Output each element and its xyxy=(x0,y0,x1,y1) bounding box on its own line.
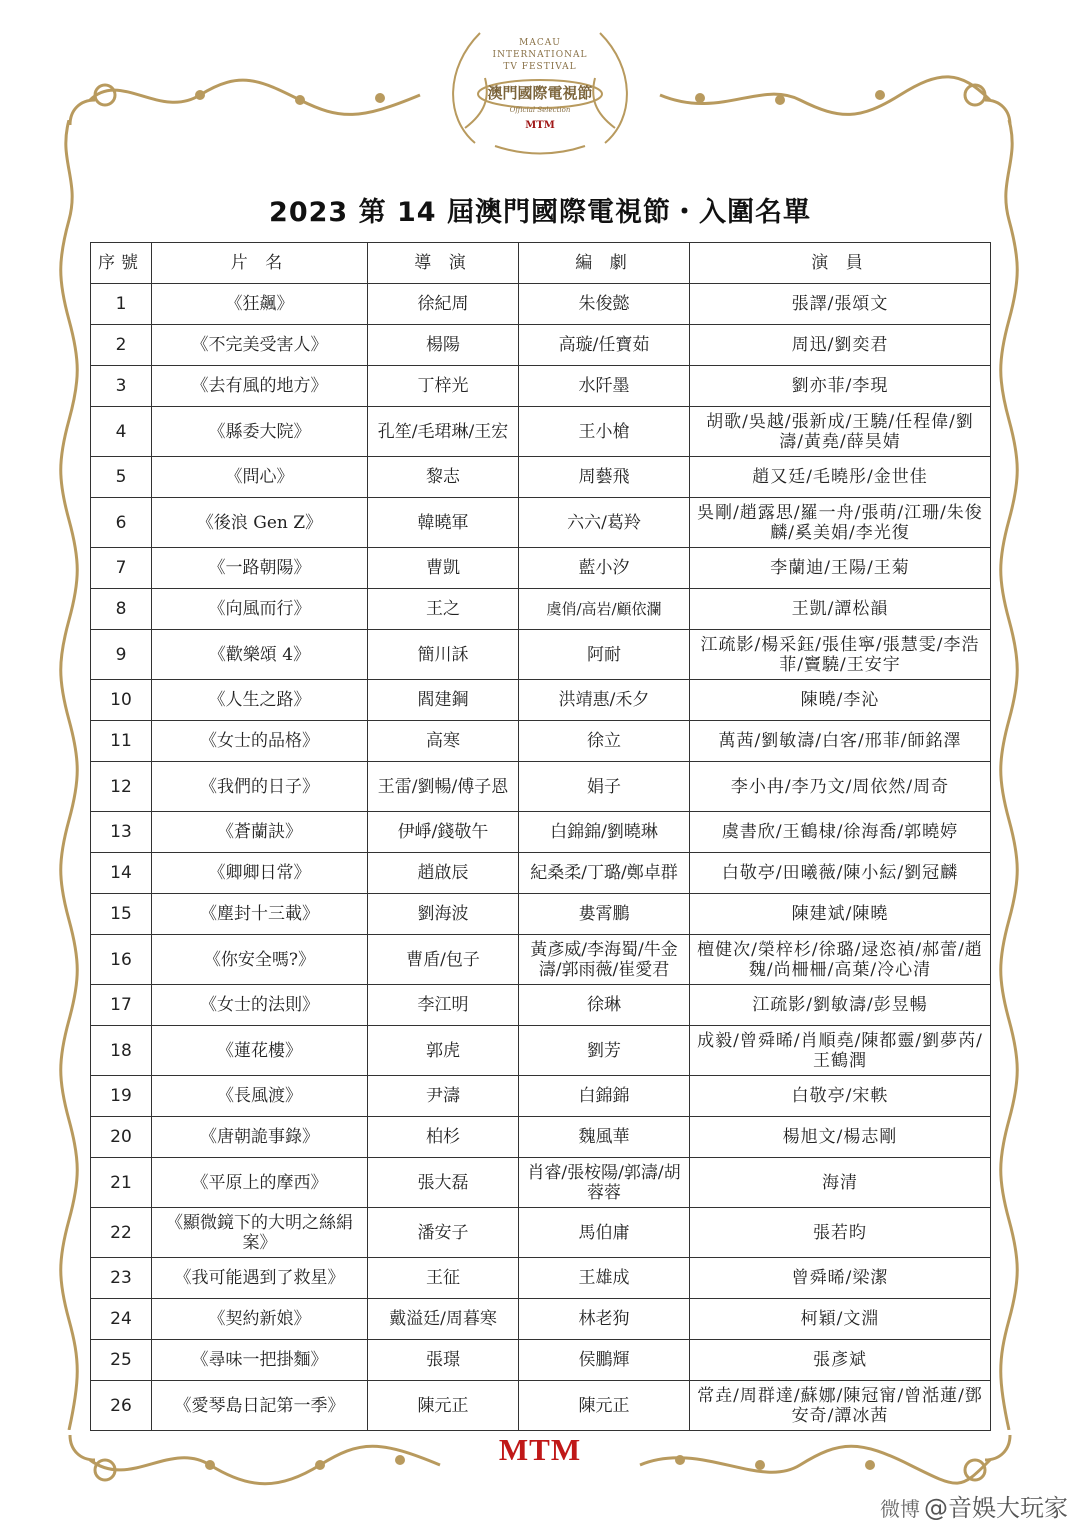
cell-title: 《女士的法則》 xyxy=(152,985,368,1026)
cell-director: 戴溢廷/周暮寒 xyxy=(368,1299,519,1340)
cell-title: 《人生之路》 xyxy=(152,680,368,721)
cell-writer: 朱俊懿 xyxy=(519,284,690,325)
table-row xyxy=(91,1026,991,1076)
cell-director: 徐紀周 xyxy=(368,284,519,325)
cell-no: 19 xyxy=(91,1076,152,1117)
cell-no: 13 xyxy=(91,812,152,853)
cell-cast: 常垚/周群達/蘇娜/陳冠甯/曾湉蓮/鄧安奇/譚冰茜 xyxy=(690,1381,991,1431)
table-row xyxy=(91,1299,991,1340)
cell-title: 《愛琴島日記第一季》 xyxy=(152,1381,368,1431)
cell-director: 劉海波 xyxy=(368,894,519,935)
header-writer: 編 劇 xyxy=(519,243,690,284)
cell-no: 23 xyxy=(91,1258,152,1299)
cell-writer: 林老狗 xyxy=(519,1299,690,1340)
cell-no: 18 xyxy=(91,1026,152,1076)
cell-writer: 洪靖惠/禾夕 xyxy=(519,680,690,721)
cell-title: 《狂飆》 xyxy=(152,284,368,325)
cell-cast: 陳曉/李沁 xyxy=(690,680,991,721)
cell-cast: 曾舜晞/梁潔 xyxy=(690,1258,991,1299)
cell-no: 25 xyxy=(91,1340,152,1381)
cell-no: 14 xyxy=(91,853,152,894)
table-row xyxy=(91,1340,991,1381)
cell-director: 閻建鋼 xyxy=(368,680,519,721)
logo-line-2: INTERNATIONAL xyxy=(492,50,588,60)
cell-no: 6 xyxy=(91,498,152,548)
cell-director: 曹凱 xyxy=(368,548,519,589)
cell-cast: 江疏影/劉敏濤/彭昱暢 xyxy=(690,985,991,1026)
weibo-watermark xyxy=(880,1488,1068,1523)
cell-writer: 徐立 xyxy=(519,721,690,762)
cell-cast: 柯穎/文淵 xyxy=(690,1299,991,1340)
cell-title: 《不完美受害人》 xyxy=(152,325,368,366)
cell-title: 《蒼蘭訣》 xyxy=(152,812,368,853)
cell-cast: 趙又廷/毛曉彤/金世佳 xyxy=(690,457,991,498)
cell-title: 《我們的日子》 xyxy=(152,762,368,812)
cell-title: 《顯微鏡下的大明之絲絹案》 xyxy=(152,1208,368,1258)
cell-writer: 黃彥威/李海蜀/牛金濤/郭雨薇/崔愛君 xyxy=(519,935,690,985)
table-row xyxy=(91,1117,991,1158)
cell-writer: 娟子 xyxy=(519,762,690,812)
cell-cast: 周迅/劉奕君 xyxy=(690,325,991,366)
cell-title: 《平原上的摩西》 xyxy=(152,1158,368,1208)
header-director: 導 演 xyxy=(368,243,519,284)
cell-no: 12 xyxy=(91,762,152,812)
cell-director: 韓曉軍 xyxy=(368,498,519,548)
cell-no: 3 xyxy=(91,366,152,407)
cell-no: 4 xyxy=(91,407,152,457)
cell-writer: 馬伯庸 xyxy=(519,1208,690,1258)
left-ornament-border xyxy=(58,120,80,1430)
cell-director: 趙啟辰 xyxy=(368,853,519,894)
cell-director: 陳元正 xyxy=(368,1381,519,1431)
nominee-table xyxy=(90,242,991,1431)
cell-title: 《問心》 xyxy=(152,457,368,498)
cell-writer: 白錦錦/劉曉琳 xyxy=(519,812,690,853)
watermark-text: @音娛大玩家 xyxy=(924,1494,1068,1522)
cell-no: 5 xyxy=(91,457,152,498)
cell-writer: 阿耐 xyxy=(519,630,690,680)
cell-cast: 陳建斌/陳曉 xyxy=(690,894,991,935)
cell-no: 11 xyxy=(91,721,152,762)
cell-director: 伊崢/錢敬午 xyxy=(368,812,519,853)
cell-no: 17 xyxy=(91,985,152,1026)
cell-title: 《塵封十三載》 xyxy=(152,894,368,935)
footer-brand: MTM xyxy=(498,1432,582,1467)
cell-writer: 高璇/任寶茹 xyxy=(519,325,690,366)
table-row xyxy=(91,721,991,762)
cell-title: 《一路朝陽》 xyxy=(152,548,368,589)
page-title: 2023 第 14 屆澳門國際電視節・入圍名單 xyxy=(269,197,811,228)
table-row xyxy=(91,1158,991,1208)
cell-no: 9 xyxy=(91,630,152,680)
cell-writer: 徐琳 xyxy=(519,985,690,1026)
cell-writer: 六六/葛羚 xyxy=(519,498,690,548)
cell-cast: 虞書欣/王鶴棣/徐海喬/郭曉婷 xyxy=(690,812,991,853)
table-row xyxy=(91,325,991,366)
cell-title: 《你安全嗎?》 xyxy=(152,935,368,985)
table-row xyxy=(91,985,991,1026)
cell-director: 王之 xyxy=(368,589,519,630)
cell-cast: 李蘭迪/王陽/王菊 xyxy=(690,548,991,589)
table-row xyxy=(91,407,991,457)
table-row xyxy=(91,457,991,498)
cell-no: 8 xyxy=(91,589,152,630)
cell-no: 20 xyxy=(91,1117,152,1158)
cell-cast: 劉亦菲/李現 xyxy=(690,366,991,407)
cell-title: 《唐朝詭事錄》 xyxy=(152,1117,368,1158)
logo-official-selection: Official Selection xyxy=(509,106,571,114)
cell-writer: 侯鵬輝 xyxy=(519,1340,690,1381)
logo-line-1: MACAU xyxy=(519,38,561,48)
table-row xyxy=(91,1258,991,1299)
cell-no: 24 xyxy=(91,1299,152,1340)
cell-no: 26 xyxy=(91,1381,152,1431)
cell-writer: 白錦錦 xyxy=(519,1076,690,1117)
cell-writer: 王小槍 xyxy=(519,407,690,457)
cell-writer: 藍小汐 xyxy=(519,548,690,589)
cell-no: 7 xyxy=(91,548,152,589)
logo-line-3: TV FESTIVAL xyxy=(503,62,577,72)
cell-title: 《去有風的地方》 xyxy=(152,366,368,407)
cell-cast: 白敬亭/田曦薇/陳小紜/劉冠麟 xyxy=(690,853,991,894)
cell-cast: 張彥斌 xyxy=(690,1340,991,1381)
cell-writer: 婁霄鵬 xyxy=(519,894,690,935)
cell-no: 2 xyxy=(91,325,152,366)
cell-director: 孔笙/毛珺琳/王宏 xyxy=(368,407,519,457)
cell-cast: 張若昀 xyxy=(690,1208,991,1258)
cell-writer: 王雄成 xyxy=(519,1258,690,1299)
table-row xyxy=(91,630,991,680)
cell-no: 10 xyxy=(91,680,152,721)
table-row xyxy=(91,498,991,548)
cell-cast: 胡歌/吳越/張新成/王驍/任程偉/劉濤/黃堯/薛昊婧 xyxy=(690,407,991,457)
cell-no: 22 xyxy=(91,1208,152,1258)
cell-director: 張大磊 xyxy=(368,1158,519,1208)
logo-chinese-name: 澳門國際電視節 xyxy=(487,84,593,102)
header-cast: 演 員 xyxy=(690,243,991,284)
cell-title: 《後浪 Gen Z》 xyxy=(152,498,368,548)
cell-writer: 虞俏/高岩/顧依瀾 xyxy=(519,589,690,630)
cell-cast: 海清 xyxy=(690,1158,991,1208)
table-row xyxy=(91,366,991,407)
cell-director: 簡川訸 xyxy=(368,630,519,680)
cell-director: 尹濤 xyxy=(368,1076,519,1117)
cell-cast: 萬茜/劉敏濤/白客/邢菲/師銘澤 xyxy=(690,721,991,762)
cell-writer: 肖睿/張桉陽/郭濤/胡蓉蓉 xyxy=(519,1158,690,1208)
cell-title: 《縣委大院》 xyxy=(152,407,368,457)
cell-director: 高寒 xyxy=(368,721,519,762)
table-row xyxy=(91,812,991,853)
cell-director: 郭虎 xyxy=(368,1026,519,1076)
table-row xyxy=(91,762,991,812)
table-row xyxy=(91,548,991,589)
weibo-icon: 微博 xyxy=(880,1497,920,1521)
cell-writer: 紀桑柔/丁璐/鄭卓群 xyxy=(519,853,690,894)
logo-brand: MTM xyxy=(525,120,555,131)
cell-director: 柏杉 xyxy=(368,1117,519,1158)
cell-cast: 檀健次/榮梓杉/徐璐/逯恣禎/郝蕾/趙魏/尚柵柵/高葉/冷心清 xyxy=(690,935,991,985)
table-row xyxy=(91,1076,991,1117)
table-row xyxy=(91,853,991,894)
cell-cast: 楊旭文/楊志剛 xyxy=(690,1117,991,1158)
table-body xyxy=(91,284,991,1431)
header-name: 片 名 xyxy=(152,243,368,284)
cell-no: 15 xyxy=(91,894,152,935)
table-row xyxy=(91,1381,991,1431)
cell-cast: 白敬亭/宋軼 xyxy=(690,1076,991,1117)
cell-director: 曹盾/包子 xyxy=(368,935,519,985)
cell-title: 《歡樂頌 4》 xyxy=(152,630,368,680)
cell-cast: 李小冉/李乃文/周依然/周奇 xyxy=(690,762,991,812)
cell-director: 李江明 xyxy=(368,985,519,1026)
table-row xyxy=(91,284,991,325)
cell-no: 16 xyxy=(91,935,152,985)
cell-director: 王雷/劉暢/傅子恩 xyxy=(368,762,519,812)
cell-writer: 陳元正 xyxy=(519,1381,690,1431)
cell-cast: 張譯/張頌文 xyxy=(690,284,991,325)
cell-title: 《長風渡》 xyxy=(152,1076,368,1117)
table-row xyxy=(91,680,991,721)
cell-director: 楊陽 xyxy=(368,325,519,366)
table-row xyxy=(91,589,991,630)
table-row xyxy=(91,1208,991,1258)
cell-director: 王征 xyxy=(368,1258,519,1299)
cell-cast: 江疏影/楊采鈺/張佳寧/張慧雯/李浩菲/竇驍/王安宇 xyxy=(690,630,991,680)
cell-director: 黎志 xyxy=(368,457,519,498)
cell-title: 《契約新娘》 xyxy=(152,1299,368,1340)
cell-title: 《我可能遇到了救星》 xyxy=(152,1258,368,1299)
header-no: 序號 xyxy=(91,243,152,284)
cell-title: 《女士的品格》 xyxy=(152,721,368,762)
cell-cast: 吳剛/趙露思/羅一舟/張萌/江珊/朱俊麟/奚美娟/李光復 xyxy=(690,498,991,548)
cell-director: 丁梓光 xyxy=(368,366,519,407)
table-header-row xyxy=(91,243,991,284)
cell-writer: 水阡墨 xyxy=(519,366,690,407)
cell-title: 《尋味一把掛麵》 xyxy=(152,1340,368,1381)
cell-title: 《蓮花樓》 xyxy=(152,1026,368,1076)
right-ornament-border xyxy=(998,120,1020,1430)
cell-title: 《向風而行》 xyxy=(152,589,368,630)
cell-title: 《卿卿日常》 xyxy=(152,853,368,894)
table-row xyxy=(91,935,991,985)
cell-writer: 魏風華 xyxy=(519,1117,690,1158)
cell-writer: 周藝飛 xyxy=(519,457,690,498)
cell-cast: 王凱/譚松韻 xyxy=(690,589,991,630)
cell-director: 張璟 xyxy=(368,1340,519,1381)
cell-no: 1 xyxy=(91,284,152,325)
cell-writer: 劉芳 xyxy=(519,1026,690,1076)
festival-logo xyxy=(435,18,645,158)
cell-no: 21 xyxy=(91,1158,152,1208)
cell-director: 潘安子 xyxy=(368,1208,519,1258)
cell-cast: 成毅/曾舜晞/肖順堯/陳都靈/劉夢芮/王鶴潤 xyxy=(690,1026,991,1076)
table-row xyxy=(91,894,991,935)
